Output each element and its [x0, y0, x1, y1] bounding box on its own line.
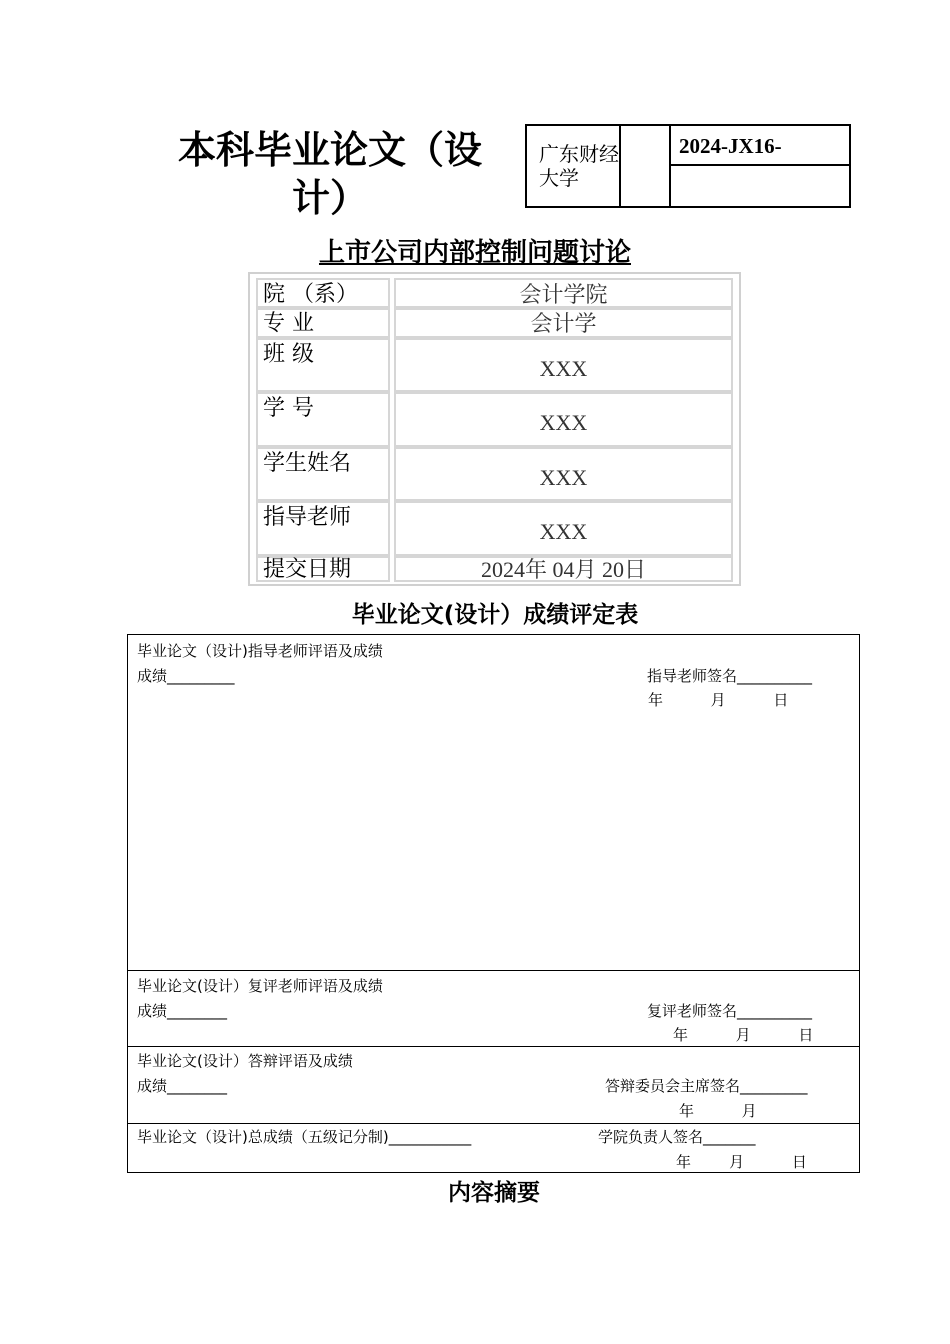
defense-section [128, 1047, 859, 1124]
info-value: 会计学 [394, 308, 733, 338]
total-date: 年 月 日 [676, 1153, 807, 1171]
advisor-signature: 指导老师签名__________ [647, 667, 813, 685]
info-label: 班 级 [256, 338, 390, 392]
defense-date: 年 月 [679, 1102, 757, 1120]
reviewer-heading: 毕业论文(设计）复评老师评语及成绩 [137, 977, 383, 995]
info-row-student-id [256, 392, 733, 447]
info-label: 提交日期 [256, 556, 390, 582]
info-value: XXX [394, 447, 733, 501]
info-row-advisor [256, 501, 733, 556]
document-title-line2: 计） [291, 176, 368, 220]
grade-table-title: 毕业论文(设计）成绩评定表 [351, 602, 639, 628]
code-box-blank [621, 126, 671, 206]
thesis-title [0, 232, 950, 269]
thesis-title-text: 上市公司内部控制问题讨论 [318, 238, 631, 268]
document-title [150, 126, 510, 222]
advisor-heading: 毕业论文（设计)指导老师评语及成绩 [137, 642, 383, 660]
defense-heading: 毕业论文(设计）答辩评语及成绩 [137, 1052, 353, 1070]
student-info-table [248, 272, 741, 586]
info-row-student-name [256, 447, 733, 501]
reviewer-section [128, 971, 859, 1047]
info-value: XXX [394, 501, 733, 556]
info-value: XXX [394, 392, 733, 447]
abstract-heading: 内容摘要 [448, 1180, 540, 1206]
total-section [128, 1124, 859, 1172]
info-label: 专 业 [256, 308, 390, 338]
info-label: 指导老师 [256, 501, 390, 556]
info-value: XXX [394, 338, 733, 392]
info-value: 会计学院 [394, 278, 733, 308]
info-value: 2024年 04月 20日 [394, 556, 733, 582]
info-label: 学生姓名 [256, 447, 390, 501]
code-box [525, 124, 851, 208]
info-label: 院 （系） [256, 278, 390, 308]
dean-signature: 学院负责人签名_______ [598, 1128, 756, 1146]
document-code: 2024-JX16- [671, 126, 849, 166]
info-row-class [256, 338, 733, 392]
grade-table [127, 634, 860, 1173]
advisor-section [128, 635, 859, 971]
defense-score: 成绩________ [137, 1077, 228, 1095]
info-row-submit-date [256, 556, 733, 582]
info-row-department [256, 278, 733, 308]
reviewer-signature: 复评老师签名__________ [647, 1002, 813, 1020]
school-name: 广东财经大学 [527, 126, 621, 206]
document-title-line1: 本科毕业论文（设 [177, 128, 482, 172]
reviewer-date: 年 月 日 [673, 1026, 814, 1044]
advisor-date: 年 月 日 [648, 691, 789, 709]
total-heading: 毕业论文（设计)总成绩（五级记分制)___________ [137, 1128, 472, 1146]
info-row-major [256, 308, 733, 338]
info-label: 学 号 [256, 392, 390, 447]
reviewer-score: 成绩________ [137, 1002, 228, 1020]
defense-signature: 答辩委员会主席签名_________ [605, 1077, 808, 1095]
advisor-score: 成绩_________ [137, 667, 235, 685]
